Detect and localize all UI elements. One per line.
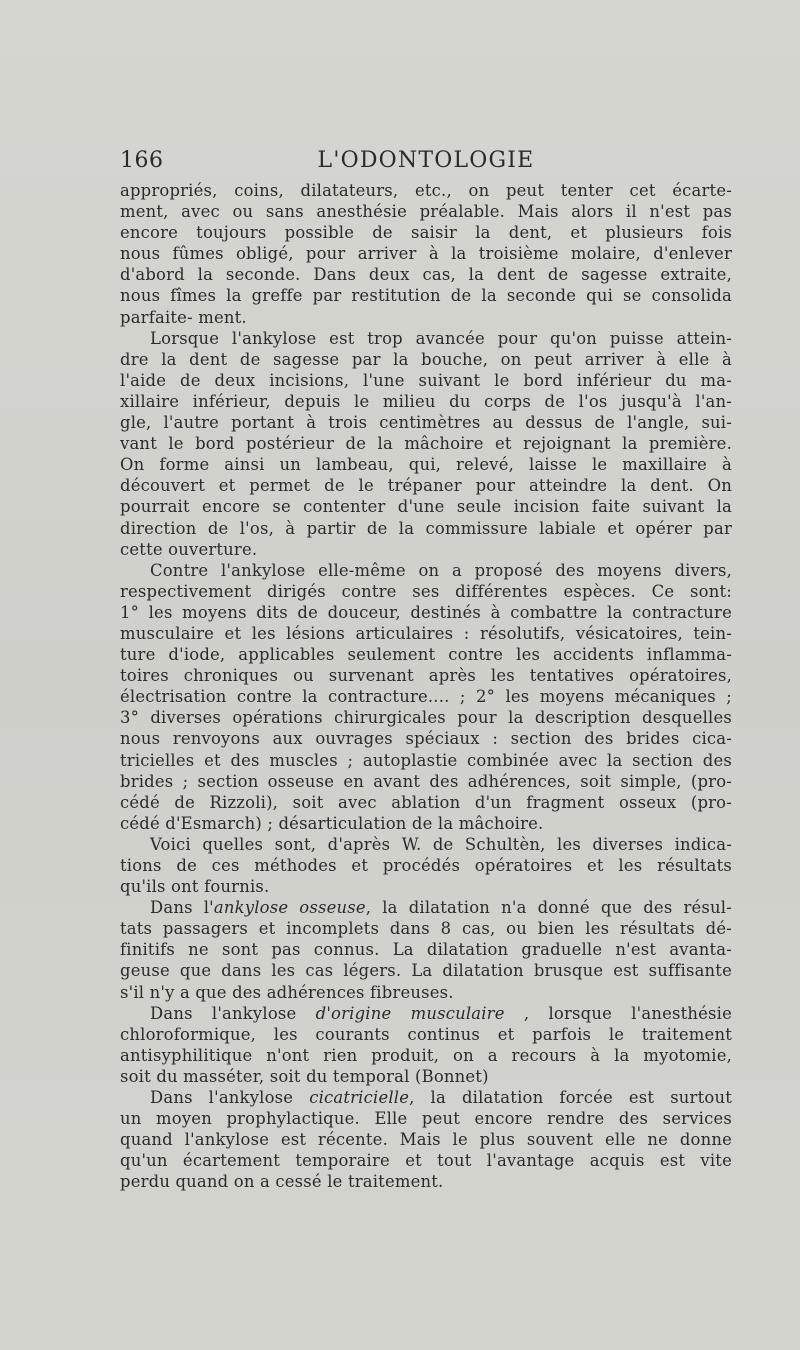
- text-line: antisyphilitique n'ont rien produit, on a recours à la myotomie,: [120, 1045, 732, 1065]
- text-line: parfaite- ment.: [120, 307, 247, 327]
- text-line: cédé d'Esmarch) ; désarticulation de la mâchoire.: [120, 813, 544, 833]
- text-line: finitifs ne sont pas connus. La dilatation graduelle n'est avanta-: [120, 940, 732, 960]
- text-line: ture d'iode, applicables seulement contre les accidents inflamma-: [120, 645, 732, 665]
- text-line: nous renvoyons aux ouvrages spéciaux : section des brides cica-: [120, 729, 732, 749]
- text-line: xillaire inférieur, depuis le milieu du corps de l'os jusqu'à l'an-: [120, 391, 732, 411]
- text-line: tions de ces méthodes et procédés opératoires et les résultats: [120, 856, 732, 875]
- text-line: cédé de Rizzoli), soit avec ablation d'un fragment osseux (pro-: [120, 792, 732, 812]
- text-line: l'aide de deux incisions, l'une suivant le bord inférieur du ma-: [120, 370, 732, 390]
- text-line: Contre l'ankylose elle-même on a proposé des moyens divers,: [150, 560, 732, 580]
- line-tail: , lorsque l'anesthésie: [504, 1003, 732, 1023]
- text-line: électrisation contre la contracture.... ; 2° les moyens mécaniques ;: [120, 687, 732, 707]
- text-line: Voici quelles sont, d'après W. de Schultèn, les diverses indica-: [150, 834, 732, 854]
- text-line: geuse que dans les cas légers. La dilatation brusque est suffisante: [120, 961, 732, 981]
- line-lead: Dans l'ankylose: [150, 1003, 316, 1023]
- text-line: nous fîmes la greffe par restitution de la seconde qui se consolida: [120, 286, 732, 306]
- text-line: quand l'ankylose est récente. Mais le plus souvent elle ne donne: [120, 1130, 732, 1150]
- text-line: soit du masséter, soit du temporal (Bonnet): [120, 1066, 489, 1086]
- text-line: chloroformique, les courants continus et parfois le traitement: [120, 1024, 732, 1044]
- text-line: qu'un écartement temporaire et tout l'avantage acquis est vite: [120, 1151, 732, 1171]
- italic-term: ankylose osseuse: [213, 898, 366, 918]
- text-line: dre la dent de sagesse par la bouche, on peut arriver à elle à: [120, 349, 732, 369]
- text-line: On forme ainsi un lambeau, qui, relevé, laisse le maxillaire à: [120, 455, 732, 475]
- text-line: nous fûmes obligé, pour arriver à la troisième molaire, d'enlever: [120, 244, 732, 264]
- text-line: Lorsque l'ankylose est trop avancée pour qu'on puisse attein-: [150, 328, 732, 348]
- text-line: direction de l'os, à partir de la commissure labiale et opérer par: [120, 518, 732, 538]
- text-line: tats passagers et incomplets dans 8 cas, ou bien les résultats dé-: [120, 919, 732, 939]
- text-line: [120, 897, 732, 918]
- italic-term: d'origine musculaire: [315, 1003, 505, 1023]
- text-line: encore toujours possible de saisir la dent, et plusieurs fois: [120, 223, 732, 243]
- line-tail: , la dilatation forcée est surtout: [409, 1088, 732, 1108]
- text-line: ment, avec ou sans anesthésie préalable. Mais alors il n'est pas: [120, 202, 732, 222]
- text-line: 3° diverses opérations chirurgicales pour la description desquelles: [120, 708, 732, 728]
- text-line: vant le bord postérieur de la mâchoire et rejoignant la première.: [120, 434, 732, 454]
- text-line: [120, 1087, 732, 1108]
- text-line: tricielles et des muscles ; autoplastie combinée avec la section des: [120, 750, 732, 770]
- text-line: perdu quand on a cessé le traitement.: [120, 1172, 444, 1192]
- text-line: qu'ils ont fournis.: [120, 877, 270, 897]
- text-line: [120, 1003, 732, 1024]
- text-line: gle, l'autre portant à trois centimètres au dessus de l'angle, sui-: [120, 413, 732, 433]
- text-line: s'il n'y a que des adhérences fibreuses.: [120, 982, 454, 1002]
- body-text: [120, 180, 732, 1193]
- text-line: respectivement dirigés contre ses différentes espèces. Ce sont:: [120, 581, 732, 601]
- page-header: [120, 148, 732, 178]
- text-line: toires chroniques ou survenant après les tentatives opératoires,: [120, 666, 732, 686]
- line-lead: Dans l': [150, 898, 214, 918]
- text-line: découvert et permet de le trépaner pour atteindre la dent. On: [120, 476, 732, 496]
- italic-term: cicatricielle: [309, 1088, 410, 1108]
- line-tail: , la dilatation n'a donné que des résul-: [365, 898, 732, 918]
- text-line: brides ; section osseuse en avant des adhérences, soit simple, (pro-: [120, 771, 732, 791]
- page-number: 166: [120, 148, 164, 173]
- text-line: pourrait encore se contenter d'une seule incision faite suivant la: [120, 497, 732, 517]
- text-line: appropriés, coins, dilatateurs, etc., on peut tenter cet écarte-: [120, 181, 732, 200]
- running-title: L'ODONTOLOGIE: [317, 148, 535, 173]
- text-line: 1° les moyens dits de douceur, destinés à combattre la contracture: [120, 602, 732, 622]
- text-line: cette ouverture.: [120, 539, 258, 559]
- text-line: musculaire et les lésions articulaires : résolutifs, vésicatoires, tein-: [120, 623, 732, 643]
- text-line: un moyen prophylactique. Elle peut encore rendre des services: [120, 1109, 732, 1129]
- line-lead: Dans l'ankylose: [150, 1088, 310, 1108]
- text-line: d'abord la seconde. Dans deux cas, la dent de sagesse extraite,: [120, 265, 732, 285]
